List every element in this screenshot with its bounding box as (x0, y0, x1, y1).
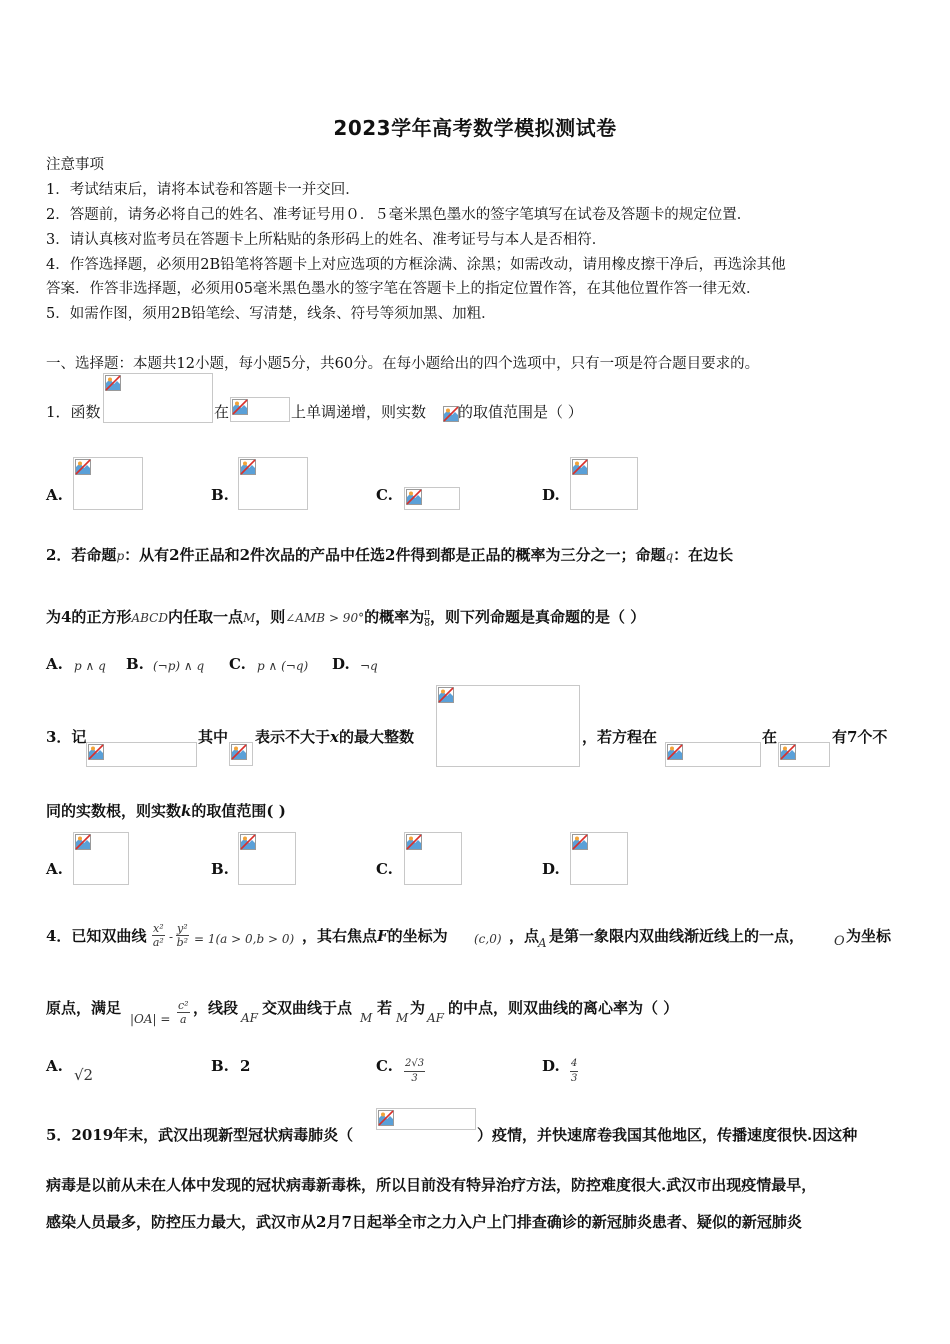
q3-option-d-label: D. (542, 860, 560, 878)
broken-image-icon (406, 834, 422, 850)
q2-option-c-label: C. (229, 655, 246, 673)
q4-origin: O (834, 934, 845, 949)
q2-option-a-label: A. (46, 655, 63, 673)
q3-option-d-image (570, 832, 628, 885)
q4-text: 原点，满足 (46, 999, 122, 1017)
q3-option-c-label: C. (376, 860, 393, 878)
broken-image-icon (443, 406, 459, 422)
q3-text: 在 (762, 728, 778, 746)
q3-equation-image (665, 742, 761, 767)
broken-image-icon (88, 744, 104, 760)
q3-definition-image (86, 742, 197, 767)
q3-option-b-label: B. (211, 860, 229, 878)
q4-minus: - (169, 930, 174, 944)
q4-option-a-label: A. (46, 1057, 63, 1075)
notice-item: 2．答题前，请务必将自己的姓名、准考证号用０．５毫米黑色墨水的签字笔填写在试卷及答题卡的规定位置． (46, 207, 752, 223)
q1-option-a-image (73, 457, 143, 510)
q4-condition: = 1(a > 0,b > 0) (194, 932, 295, 946)
q4-option-c-frac: 2√3 3 (405, 1058, 425, 1084)
q1-function-image (103, 373, 213, 423)
q4-text: 若 (377, 999, 393, 1017)
q4-option-d-frac: 4 3 (571, 1058, 578, 1084)
q4-option-b-text: 2 (240, 1057, 251, 1075)
broken-image-icon (378, 1110, 394, 1126)
broken-image-icon (75, 834, 91, 850)
q1-option-d-label: D. (542, 486, 560, 504)
q4-text-group1: ，其右焦点F的坐标为 (302, 927, 448, 945)
q3-text: 其中 (198, 728, 229, 746)
notice-item: 5．如需作图，须用2B铅笔绘、写清楚，线条、符号等须加黑、加粗． (46, 306, 496, 322)
q3-option-a-label: A. (46, 860, 63, 878)
q2-fraction: $\frac{\pi}{8}$ (424, 607, 431, 629)
broken-image-icon (572, 834, 588, 850)
q4-text: ，点 (509, 927, 540, 945)
q4-text: 4．已知双曲线 (46, 927, 147, 945)
q2-option-d-label: D. (332, 655, 350, 673)
page-title: 2023学年高考数学模拟测试卷 (333, 116, 617, 140)
q4-text: 是第一象限内双曲线渐近线上的一点， (549, 927, 805, 945)
broken-image-icon (105, 375, 121, 391)
q1-option-c-image (404, 487, 460, 510)
q5-text: 病毒是以前从未在人体中发现的冠状病毒新毒株，所以目前没有特异治疗方法，防控难度很大.武汉市出现疫情最早， (46, 1176, 817, 1194)
q4-text: 为 (410, 999, 426, 1017)
q3-line2: 同的实数根，则实数k的取值范围( ) (46, 802, 286, 820)
q1-option-b-image (238, 457, 308, 510)
q3-option-a-image (73, 832, 129, 885)
q4-option-d-label: D. (542, 1057, 560, 1075)
q4-point-m: M (360, 1011, 373, 1025)
q1-text: 上单调递增，则实数 (291, 403, 427, 421)
q2-option-b-text: (¬p) ∧ q (153, 659, 205, 673)
broken-image-icon (240, 834, 256, 850)
q1-text: 的取值范围是（ ） (458, 403, 583, 421)
q4-text: 为坐标 (846, 927, 892, 945)
q4-segment-af2: AF (427, 1011, 444, 1025)
q4-point-a: A (538, 936, 547, 950)
broken-image-icon (572, 459, 588, 475)
notice-item: 3．请认真核对监考员在答题卡上所粘贴的条形码上的姓名、准考证号与本人是否相符． (46, 232, 607, 248)
q1-text: 1．函数 (46, 403, 101, 421)
q4-option-b-label: B. (211, 1057, 229, 1075)
q4-point-m2: M (396, 1011, 409, 1025)
q4-segment-af: AF (241, 1011, 258, 1025)
broken-image-icon (780, 744, 796, 760)
q3-text: 3．记 (46, 728, 87, 746)
q3-option-b-image (238, 832, 296, 885)
q4-frac-c2a: c² a (178, 999, 189, 1026)
q3-floor-image (229, 742, 253, 766)
q1-option-a-label: A. (46, 486, 63, 504)
notice-item: 答案．作答非选择题，必须用05毫米黑色墨水的签字笔在答题卡上的指定位置作答，在其他位置作答一律无效． (46, 281, 761, 297)
q5-covid-image (376, 1108, 476, 1130)
broken-image-icon (232, 399, 248, 415)
q2-option-b-label: B. (126, 655, 144, 673)
q1-option-b-label: B. (211, 486, 229, 504)
q4-text: 的中点，则双曲线的离心率为（ ） (448, 999, 679, 1017)
q5-text: 感染人员最多，防控压力最大，武汉市从2月7日起举全市之力入户上门排查确诊的新冠肺炎患者、疑似的新冠肺炎 (46, 1213, 802, 1231)
q4-option-c-label: C. (376, 1057, 393, 1075)
broken-image-icon (75, 459, 91, 475)
notice-heading: 注意事项 (46, 157, 104, 173)
notice-item: 4．作答选择题，必须用2B铅笔将答题卡上对应选项的方框涂满、涂黑；如需改动，请用橡皮擦干净后，再选涂其他 (46, 257, 786, 273)
broken-image-icon (667, 744, 683, 760)
q3-text: 有7个不 (832, 728, 888, 746)
broken-image-icon (406, 489, 422, 505)
q3-piecewise-image (436, 685, 580, 767)
broken-image-icon (231, 744, 247, 760)
q3-option-c-image (404, 832, 462, 885)
broken-image-icon (240, 459, 256, 475)
q3-range-image (778, 742, 830, 767)
section-heading: 一、选择题：本题共12小题，每小题5分，共60分。在每小题给出的四个选项中，只有一项是符合题目要求的。 (46, 356, 760, 372)
q2-option-a-text: p ∧ q (74, 659, 106, 673)
notice-item: 1．考试结束后，请将本试卷和答题卡一并交回． (46, 182, 360, 198)
q1-option-c-label: C. (376, 486, 393, 504)
q4-option-a-text: √2 (74, 1066, 94, 1084)
q2-line2: 为4的正方形ABCD内任取一点M，则∠AMB > 90°的概率为 $\frac{\pi}{8}$ ，则下列命题是真命题的是（ ） (46, 607, 646, 629)
q3-text: ，若方程在 (582, 728, 658, 746)
q2-option-d-text: ¬q (360, 659, 378, 673)
q2-line1: 2．若命题p：从有2件正品和2件次品的产品中任选2件得到都是正品的概率为三分之一；命题q：在边长 (46, 546, 734, 564)
q5-text: 5．2019年末，武汉出现新型冠状病毒肺炎（ (46, 1126, 354, 1144)
q4-oa-left: |OA| = (130, 1012, 171, 1026)
q1-option-d-image (570, 457, 638, 510)
q2-option-c-text: p ∧ (¬q) (257, 659, 309, 673)
q4-text: 交双曲线于点 (262, 999, 353, 1017)
q1-text: 在 (214, 403, 230, 421)
broken-image-icon (438, 687, 454, 703)
q5-text: ）疫情，并快速席卷我国其他地区，传播速度很快.因这种 (477, 1126, 858, 1144)
q1-interval-image (230, 397, 290, 422)
q4-text: ，线段 (193, 999, 239, 1017)
q4-frac-x: x² a² (152, 922, 164, 949)
q3-text-group: 表示不大于x的最大整数 (255, 728, 414, 746)
q4-frac-y: y² b² (176, 922, 189, 949)
q4-focus-coord: (c,0) (474, 932, 502, 946)
